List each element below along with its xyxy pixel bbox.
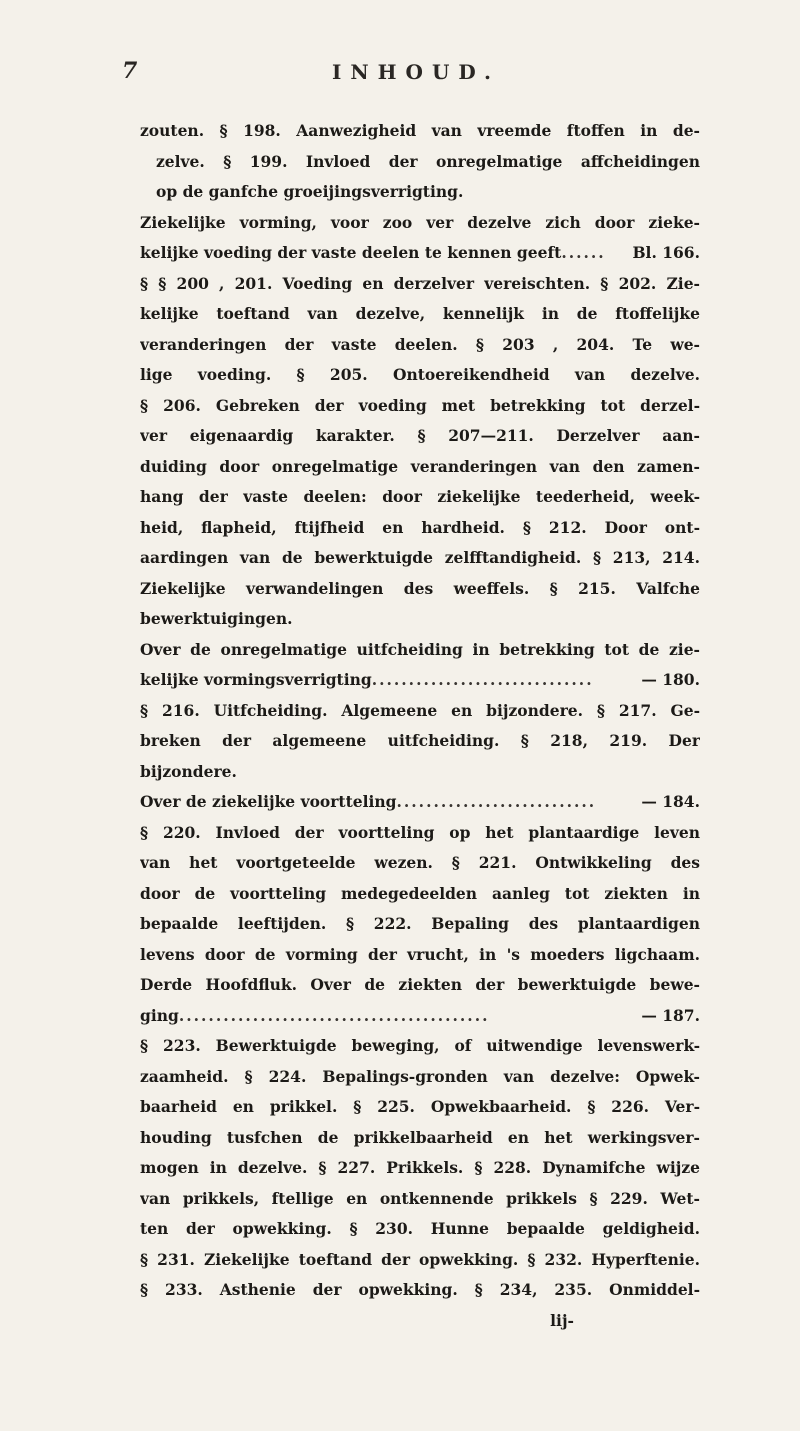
dot-leader: .......................................... xyxy=(178,1005,490,1025)
text-line: zaamheid. § 224. Bepalings-gronden van dezelve: Opwek- xyxy=(140,1066,700,1086)
toc-entry-line xyxy=(140,665,700,696)
text-line: lij- xyxy=(550,1310,574,1330)
text-line: duiding door onregelmatige veranderingen van den zamen- xyxy=(140,456,700,476)
running-header: INHOUD. xyxy=(332,60,500,84)
text-line: § 220. Invloed der voortteling op het plantaardige leven xyxy=(140,822,700,842)
text-line: kelijke toeftand van dezelve, kennelijk in de ftoffelijke xyxy=(140,304,700,323)
text-line: Over de onregelmatige uitfcheiding in betrekking tot de zie- xyxy=(140,639,700,659)
text-line: houding tusfchen de prikkelbaarheid en het werkingsver- xyxy=(140,1127,700,1147)
text-line: ver eigenaardig karakter. § 207—211. Derzelver aan- xyxy=(140,426,700,445)
toc-entry-line xyxy=(140,238,700,269)
text-line: bepaalde leeftijden. § 222. Bepaling des plantaardigen xyxy=(140,914,700,933)
text-line: zelve. § 199. Invloed der onregelmatige affcheidingen xyxy=(156,151,700,171)
text-line: hang der vaste deelen: door ziekelijke teederheid, week- xyxy=(140,487,700,506)
text-line: Derde Hoofdfluk. Over de ziekten der bewerktuigde bewe- xyxy=(140,975,700,994)
text-line: baarheid en prikkel. § 225. Opwekbaarheid. § 226. Ver- xyxy=(140,1097,700,1116)
text-line: zouten. § 198. Aanwezigheid van vreemde ftoffen in de- xyxy=(140,121,700,140)
toc-entry-text: kelijke voeding der vaste deelen te kennen geeft xyxy=(140,243,562,262)
text-line: Ziekelijke verwandelingen des weeffels. § 215. Valfche xyxy=(140,578,700,598)
text-line: bewerktuigingen. xyxy=(140,609,293,628)
page-body xyxy=(140,116,700,1336)
toc-page-ref: — 184. xyxy=(641,792,700,811)
text-line: van het voortgeteelde wezen. § 221. Ontwikkeling des xyxy=(140,853,700,872)
dot-leader: .............................. xyxy=(371,670,594,689)
text-line: heid, flapheid, ftijfheid en hardheid. § 212. Door ont- xyxy=(140,517,700,537)
text-line: § 231. Ziekelijke toeftand der opwekking. § 232. Hyperftenie. xyxy=(140,1249,700,1269)
text-line: breken der algemeene uitfcheiding. § 218, 219. Der xyxy=(140,731,700,750)
toc-entry-line xyxy=(140,1001,700,1032)
dot-leader: ........................... xyxy=(396,792,597,811)
dot-leader: ...... xyxy=(561,243,606,262)
text-line: mogen in dezelve. § 227. Prikkels. § 228. Dynamifche wijze xyxy=(140,1158,700,1177)
text-line: § 223. Bewerktuigde beweging, of uitwendige levenswerk- xyxy=(140,1036,700,1055)
toc-entry-text: Over de ziekelijke voortteling xyxy=(140,792,397,811)
text-line: lige voeding. § 205. Ontoereikendheid van dezelve. xyxy=(140,365,700,384)
text-line: bijzondere. xyxy=(140,761,237,781)
text-line: van prikkels, ftellige en ontkennende prikkels § 229. Wet- xyxy=(140,1188,700,1208)
text-line: § 216. Uitfcheiding. Algemeene en bijzondere. § 217. Ge- xyxy=(140,700,700,720)
toc-page-ref: Bl. 166. xyxy=(632,243,700,262)
toc-page-ref: — 187. xyxy=(641,1005,700,1025)
toc-entry-line xyxy=(140,787,700,818)
text-line: § 206. Gebreken der voeding met betrekking tot derzel- xyxy=(140,395,700,415)
text-line: aardingen van de bewerktuigde zelfftandigheid. § 213, 214. xyxy=(140,548,700,567)
text-line: § 233. Asthenie der opwekking. § 234, 235. Onmiddel- xyxy=(140,1280,700,1299)
toc-entry-text: ging xyxy=(140,1005,179,1025)
text-line: ten der opwekking. § 230. Hunne bepaalde geldigheid. xyxy=(140,1219,700,1238)
text-line: op de ganfche groeijingsverrigting. xyxy=(156,182,464,201)
text-line: Ziekelijke vorming, voor zoo ver dezelve zich door zieke- xyxy=(140,212,700,232)
page-number: 7 xyxy=(122,58,138,84)
toc-entry-text: kelijke vormingsverrigting xyxy=(140,670,372,689)
toc-page-ref: — 180. xyxy=(641,670,700,689)
text-line: § § 200 , 201. Voeding en derzelver vereischten. § 202. Zie- xyxy=(140,273,700,293)
text-line: veranderingen der vaste deelen. § 203 , 204. Te we- xyxy=(140,334,700,354)
text-line: door de voortteling medegedeelden aanleg tot ziekten in xyxy=(140,883,700,903)
text-line: levens door de vorming der vrucht, in 's moeders ligchaam. xyxy=(140,944,700,964)
